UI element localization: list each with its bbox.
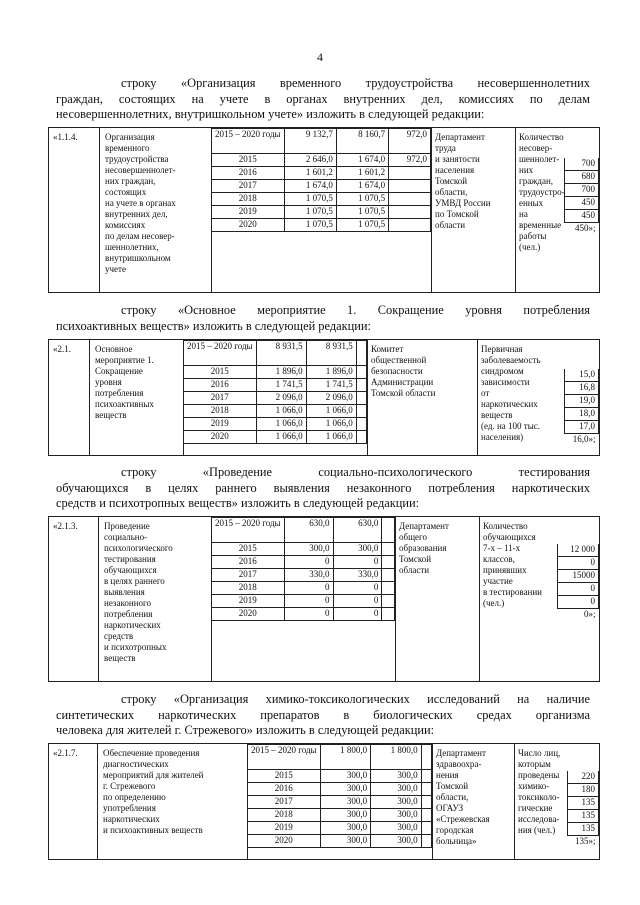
indicator-value: 220 [568, 771, 599, 784]
indicator-value: 0 [558, 596, 599, 609]
regional-budget-cell [389, 180, 431, 193]
federal-budget-cell: 1 896,0 [306, 366, 356, 379]
total-cell: 300,0 [320, 770, 371, 783]
regional-budget-cell [382, 556, 395, 569]
table-row-2-1 [48, 339, 600, 456]
regional-budget-cell [421, 783, 431, 796]
regional-budget-cell [382, 595, 395, 608]
indicator-value: 180 [568, 784, 599, 797]
federal-budget-cell: 300,0 [333, 543, 382, 556]
total-cell: 0 [284, 608, 333, 621]
period-cell: 2020 [248, 835, 321, 848]
total-cell: 1 741,5 [256, 379, 306, 392]
federal-budget-cell: 1 741,5 [306, 379, 356, 392]
indicator-value: 17,0 [565, 421, 599, 434]
regional-budget-cell: 972,0 [389, 154, 431, 167]
period-cell: 2015 – 2020 годы [184, 341, 257, 366]
intro-paragraph [56, 465, 590, 512]
period-cell: 2015 – 2020 годы [248, 745, 321, 770]
intro-line: человека для жителей г. Стрежевого» изложить в следующей редакции: [56, 723, 435, 738]
total-cell: 1 070,5 [284, 219, 336, 232]
intro-line: граждан, состоящих на учете в органах внутренних дел, комиссиях по делам [56, 91, 590, 106]
indicator-value: 450»; [574, 223, 596, 234]
federal-budget-cell: 330,0 [333, 569, 382, 582]
event-name: Проведение социально- психологического тестирования обучающихся в целях раннего выявления незаконного потребления наркотических средств и психотропных веществ [104, 521, 173, 663]
total-cell: 630,0 [284, 518, 333, 543]
intro-paragraph [56, 76, 590, 123]
period-cell: 2020 [184, 431, 257, 444]
intro-paragraph [56, 692, 590, 739]
total-cell: 2 646,0 [284, 154, 336, 167]
federal-budget-cell: 1 800,0 [371, 745, 422, 770]
funding-table [183, 340, 367, 444]
indicator-value: 135»; [574, 836, 596, 847]
regional-budget-cell [382, 518, 395, 543]
indicator: Количество несовер- шеннолет- них граждан, трудоустро- енных на временные работы (чел.) [519, 132, 565, 252]
federal-budget-cell: 300,0 [371, 770, 422, 783]
total-cell: 1 066,0 [256, 431, 306, 444]
indicator-values [567, 771, 599, 848]
total-cell: 1 070,5 [284, 193, 336, 206]
indicator-values [564, 369, 599, 446]
period-cell: 2015 [212, 543, 285, 556]
indicator-value: 19,0 [565, 395, 599, 408]
funding-table [211, 517, 395, 621]
federal-budget-cell: 300,0 [371, 783, 422, 796]
regional-budget-cell [356, 379, 366, 392]
regional-budget-cell [421, 809, 431, 822]
period-cell: 2017 [248, 796, 321, 809]
regional-budget-cell [421, 770, 431, 783]
period-cell: 2018 [248, 809, 321, 822]
indicator-values [557, 544, 599, 621]
indicator-value: 700 [565, 158, 599, 171]
period-cell: 2017 [184, 392, 257, 405]
federal-budget-cell: 1 066,0 [306, 405, 356, 418]
indicator-value: 680 [565, 171, 599, 184]
regional-budget-cell [389, 193, 431, 206]
federal-budget-cell: 1 674,0 [336, 154, 388, 167]
indicator: Первичная заболеваемость синдромом зависимости от наркотических веществ (ед. на 100 тыс. населения) [481, 344, 541, 442]
federal-budget-cell: 8 931,5 [306, 341, 356, 366]
intro-line: синтетических наркотических препаратов в биологических средах организма [56, 707, 590, 722]
indicator: Количество обучающихся 7-х – 11-х классов, принявших участие в тестировании (чел.) [483, 521, 542, 608]
regional-budget-cell [356, 392, 366, 405]
regional-budget-cell [389, 167, 431, 180]
total-cell: 0 [284, 556, 333, 569]
period-cell: 2019 [248, 822, 321, 835]
total-cell: 1 070,5 [284, 206, 336, 219]
regional-budget-cell [421, 796, 431, 809]
federal-budget-cell: 630,0 [333, 518, 382, 543]
federal-budget-cell: 1 601,2 [336, 167, 388, 180]
regional-budget-cell [382, 582, 395, 595]
table-row-1-1-4 [48, 127, 600, 293]
indicator-value: 450 [565, 210, 599, 223]
funding-table [211, 128, 431, 232]
federal-budget-cell: 0 [333, 556, 382, 569]
total-cell: 1 674,0 [284, 180, 336, 193]
page-number: 4 [317, 50, 323, 64]
intro-line: обучающихся в целях раннего выявления незаконного потребления наркотических [56, 480, 590, 495]
period-cell: 2016 [248, 783, 321, 796]
row-code: «1.1.4. [53, 132, 78, 142]
federal-budget-cell: 0 [333, 582, 382, 595]
period-cell: 2018 [212, 193, 285, 206]
table-row-2-1-7 [48, 743, 600, 860]
regional-budget-cell [356, 418, 366, 431]
row-code: «2.1.7. [53, 748, 78, 758]
executor: Департамент здравоохра- нения Томской области, ОГАУЗ «Стрежевская городская больница» [436, 748, 490, 846]
indicator-value: 0»; [583, 609, 596, 620]
total-cell: 9 132,7 [284, 129, 336, 154]
period-cell: 2019 [184, 418, 257, 431]
period-cell: 2018 [212, 582, 285, 595]
regional-budget-cell [389, 219, 431, 232]
row-code: «2.1.3. [53, 521, 78, 531]
total-cell: 1 896,0 [256, 366, 306, 379]
event-name: Основное мероприятие 1. Сокращение уровня потребления психоактивных веществ [95, 344, 154, 420]
intro-line: строку «Проведение социально-психологического тестирования [121, 465, 590, 479]
period-cell: 2019 [212, 595, 285, 608]
federal-budget-cell: 300,0 [371, 796, 422, 809]
intro-line: несовершеннолетних, внутришкольном учете» изложить в следующей редакции: [56, 107, 485, 122]
period-cell: 2015 [184, 366, 257, 379]
period-cell: 2017 [212, 180, 285, 193]
period-cell: 2017 [212, 569, 285, 582]
period-cell: 2016 [212, 167, 285, 180]
federal-budget-cell: 1 070,5 [336, 206, 388, 219]
table-row-2-1-3 [48, 516, 600, 682]
federal-budget-cell: 0 [333, 595, 382, 608]
intro-line: психоактивных веществ» изложить в следующей редакции: [56, 318, 371, 333]
funding-table [247, 744, 432, 848]
indicator-value: 15,0 [565, 369, 599, 382]
federal-budget-cell: 2 096,0 [306, 392, 356, 405]
executor: Департамент общего образования Томской области [399, 521, 449, 575]
period-cell: 2020 [212, 219, 285, 232]
period-cell: 2016 [212, 556, 285, 569]
period-cell: 2015 – 2020 годы [212, 129, 285, 154]
row-code: «2.1. [53, 344, 71, 354]
total-cell: 300,0 [320, 835, 371, 848]
intro-line: строку «Основное мероприятие 1. Сокращение уровня потребления [121, 303, 590, 317]
period-cell: 2015 [212, 154, 285, 167]
indicator-value: 135 [568, 810, 599, 823]
total-cell: 300,0 [320, 809, 371, 822]
total-cell: 330,0 [284, 569, 333, 582]
federal-budget-cell: 300,0 [371, 809, 422, 822]
total-cell: 0 [284, 582, 333, 595]
regional-budget-cell [382, 569, 395, 582]
regional-budget-cell [356, 366, 366, 379]
executor: Комитет общественной безопасности Администрации Томской области [371, 344, 436, 398]
total-cell: 1 601,2 [284, 167, 336, 180]
indicator-value: 15000 [558, 570, 599, 583]
regional-budget-cell [389, 206, 431, 219]
total-cell: 8 931,5 [256, 341, 306, 366]
federal-budget-cell: 300,0 [371, 822, 422, 835]
regional-budget-cell [356, 405, 366, 418]
total-cell: 1 066,0 [256, 418, 306, 431]
total-cell: 300,0 [284, 543, 333, 556]
indicator-value: 450 [565, 197, 599, 210]
total-cell: 300,0 [320, 796, 371, 809]
event-name: Обеспечение проведения диагностических мероприятий для жителей г. Стрежевого по определению употребления наркотических и психоактивных веществ [103, 748, 204, 835]
intro-line: строку «Организация химико-токсикологических исследований на наличие [121, 692, 590, 706]
total-cell: 1 800,0 [320, 745, 371, 770]
event-name: Организация временного трудоустройства несовершеннолет- них граждан, состоящих на учете в органах внутренних дел, комиссиях по делам несовер- шеннолетних, внутришкольном учете [105, 132, 176, 274]
indicator-value: 135 [568, 797, 599, 810]
regional-budget-cell [356, 341, 366, 366]
regional-budget-cell: 972,0 [389, 129, 431, 154]
regional-budget-cell [356, 431, 366, 444]
federal-budget-cell: 0 [333, 608, 382, 621]
federal-budget-cell: 1 070,5 [336, 219, 388, 232]
period-cell: 2018 [184, 405, 257, 418]
indicator-value: 0 [558, 583, 599, 596]
federal-budget-cell: 1 066,0 [306, 431, 356, 444]
indicator-value: 700 [565, 184, 599, 197]
intro-line: строку «Организация временного трудоустройства несовершеннолетних [121, 76, 590, 90]
executor: Департамент труда и занятости населения Томской области, УМВД России по Томской области [435, 132, 491, 230]
federal-budget-cell: 1 674,0 [336, 180, 388, 193]
indicator-value: 135 [568, 823, 599, 836]
total-cell: 300,0 [320, 822, 371, 835]
regional-budget-cell [382, 543, 395, 556]
period-cell: 2015 – 2020 годы [212, 518, 285, 543]
regional-budget-cell [421, 835, 431, 848]
indicator-value: 16,0»; [572, 434, 596, 445]
indicator-value: 18,0 [565, 408, 599, 421]
indicator-value: 16,8 [565, 382, 599, 395]
federal-budget-cell: 8 160,7 [336, 129, 388, 154]
federal-budget-cell: 300,0 [371, 835, 422, 848]
period-cell: 2015 [248, 770, 321, 783]
indicator-value: 12 000 [558, 544, 599, 557]
federal-budget-cell: 1 066,0 [306, 418, 356, 431]
regional-budget-cell [421, 745, 431, 770]
total-cell: 0 [284, 595, 333, 608]
total-cell: 2 096,0 [256, 392, 306, 405]
period-cell: 2019 [212, 206, 285, 219]
indicator: Число лиц, которым проведены химико- токсиколо- гические исследова- ния (чел.) [518, 748, 561, 835]
period-cell: 2020 [212, 608, 285, 621]
regional-budget-cell [421, 822, 431, 835]
regional-budget-cell [382, 608, 395, 621]
period-cell: 2016 [184, 379, 257, 392]
intro-line: средств и психотропных веществ» изложить в следующей редакции: [56, 496, 420, 511]
total-cell: 300,0 [320, 783, 371, 796]
indicator-value: 0 [558, 557, 599, 570]
total-cell: 1 066,0 [256, 405, 306, 418]
intro-paragraph [56, 303, 590, 334]
indicator-values [564, 158, 599, 235]
federal-budget-cell: 1 070,5 [336, 193, 388, 206]
